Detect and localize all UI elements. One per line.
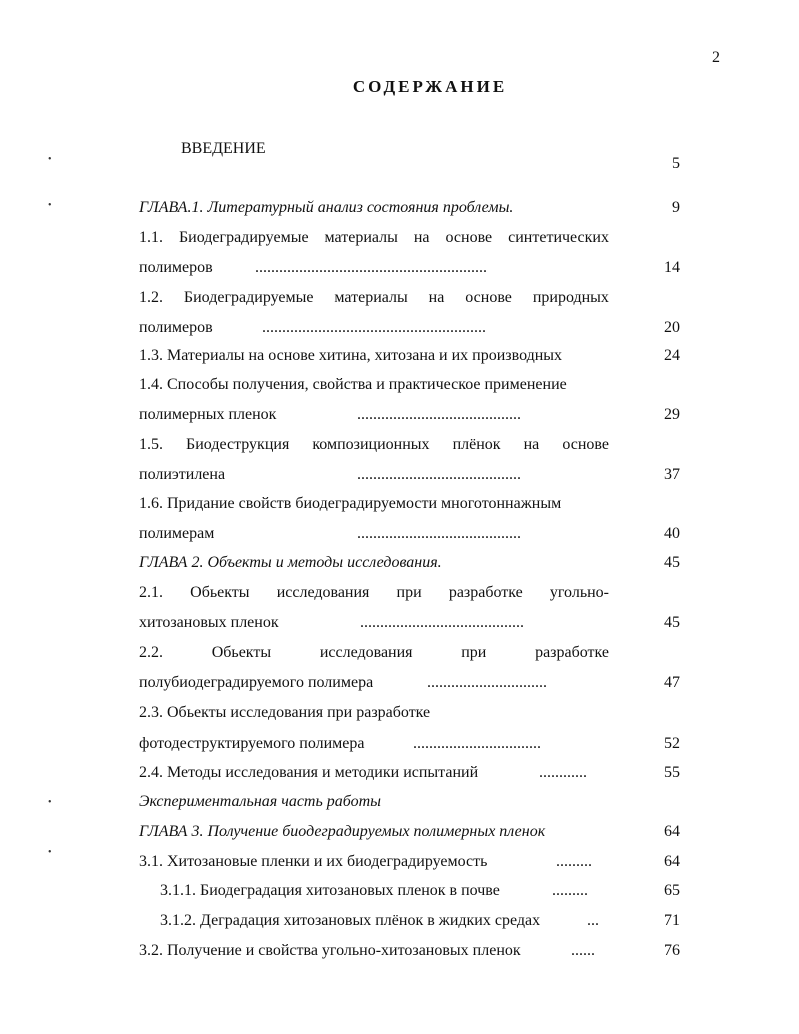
word: природных [532,289,609,306]
scan-speck: • [48,200,52,211]
scan-speck: • [48,154,52,165]
toc-section-1-1-line1 [139,228,609,248]
toc-section-1-3-page: 24 [664,347,680,364]
word: основе [445,229,493,246]
toc-section-1-2-page: 20 [664,319,680,336]
word: материалы [324,229,398,246]
toc-section-2-3-line1: 2.3. Обьекты исследования при разработке [139,704,431,721]
word: 1.5. [139,436,163,453]
toc-section-2-1-line2: хитозановых пленок [139,614,279,631]
word: исследования [319,644,413,661]
toc-leader-dots: ........................................................ [262,319,486,336]
toc-section-2-4-page: 55 [664,764,680,781]
toc-chapter-1: ГЛАВА.1. Литературный анализ состояния проблемы. [139,199,514,216]
toc-chapter-3-page: 64 [664,823,680,840]
word: 2.1. [139,584,163,601]
toc-chapter-2-page: 45 [664,554,680,571]
page-number: 2 [712,49,720,66]
toc-leader-dots: ......................................... [360,614,524,631]
toc-leader-dots: ......... [552,882,588,899]
toc-leader-dots: .......................................................... [255,259,487,276]
toc-section-3-2-page: 76 [664,942,680,959]
toc-leader-dots: ................................ [413,735,541,752]
toc-leader-dots: ......................................... [357,525,521,542]
word: 1.2. [139,289,163,306]
word: синтетических [508,229,609,246]
toc-section-2-4: 2.4. Методы исследования и методики испытаний [139,764,479,781]
toc-chapter-1-page: 9 [672,199,680,216]
word: Биодеградируемые [178,229,309,246]
word: угольно- [549,584,609,601]
toc-intro-label: ВВЕДЕНИЕ [181,140,266,157]
page-title: СОДЕРЖАНИЕ [352,77,508,96]
word: на [428,289,445,306]
toc-section-1-6-page: 40 [664,525,680,542]
word: на [413,229,430,246]
word: разработке [448,584,523,601]
toc-section-1-1-line2: полимеров [139,259,213,276]
word: исследования [276,584,370,601]
toc-leader-dots: ......................................... [357,406,521,423]
toc-section-3-1-1: 3.1.1. Биодеградация хитозановых пленок в почве [160,882,500,899]
word: Биодеградируемые [183,289,314,306]
word: Обьекты [211,644,272,661]
scan-speck: • [48,847,52,858]
toc-section-1-2-line1 [139,288,609,308]
toc-section-2-2-line1 [139,643,609,663]
word: плёнок [452,436,501,453]
toc-section-2-1-line1 [139,583,609,603]
word: 2.2. [139,644,163,661]
toc-intro-page: 5 [672,155,680,172]
toc-section-3-1-page: 64 [664,853,680,870]
toc-section-2-2-line2: полубиодеградируемого полимера [139,674,374,691]
toc-leader-dots: ......... [556,853,592,870]
word: материалы [334,289,408,306]
toc-section-3-1-2: 3.1.2. Деградация хитозановых плёнок в жидких средах [160,912,541,929]
toc-section-1-5-line2: полиэтилена [139,466,226,483]
word: Биодеструкция [186,436,290,453]
word: основе [465,289,512,306]
toc-section-1-5-page: 37 [664,466,680,483]
toc-section-1-2-line2: полимеров [139,319,213,336]
word: при [396,584,422,601]
toc-chapter-3: ГЛАВА 3. Получение биодеградируемых полимерных пленок [139,823,546,840]
toc-leader-dots: ......................................... [357,466,521,483]
toc-section-2-3-line2: фотодеструктируемого полимера [139,735,365,752]
toc-experimental-heading: Экспериментальная часть работы [139,793,381,810]
toc-section-1-4-page: 29 [664,406,680,423]
toc-leader-dots: ...... [571,942,595,959]
toc-leader-dots: .............................. [427,674,547,691]
toc-section-1-6-line2: полимерам [139,525,215,542]
toc-section-3-1: 3.1. Хитозановые пленки и их биодеградируемость [139,853,488,870]
toc-leader-dots: ............ [539,764,587,781]
toc-chapter-2: ГЛАВА 2. Объекты и методы исследования. [139,554,442,571]
toc-section-2-2-page: 47 [664,674,680,691]
toc-section-1-4-line1: 1.4. Способы получения, свойства и практическое применение [139,376,567,393]
word: на [523,436,540,453]
scan-speck: • [48,797,52,808]
word: Обьекты [190,584,250,601]
word: композиционных [312,436,430,453]
word: разработке [535,644,609,661]
toc-section-2-1-page: 45 [664,614,680,631]
toc-section-3-2: 3.2. Получение и свойства угольно-хитозановых пленок [139,942,521,959]
toc-section-1-5-line1 [139,435,609,455]
toc-section-3-1-2-page: 71 [664,912,680,929]
toc-section-1-6-line1: 1.6. Придание свойств биодеградируемости многотоннажным [139,495,562,512]
toc-section-1-1-page: 14 [664,259,680,276]
toc-section-2-3-page: 52 [664,735,680,752]
word: при [461,644,487,661]
word: 1.1. [139,229,163,246]
toc-section-1-3: 1.3. Материалы на основе хитина, хитозана и их производных [139,347,563,364]
toc-section-3-1-1-page: 65 [664,882,680,899]
toc-section-1-4-line2: полимерных пленок [139,406,277,423]
word: основе [562,436,609,453]
toc-leader-dots: ... [587,912,599,929]
